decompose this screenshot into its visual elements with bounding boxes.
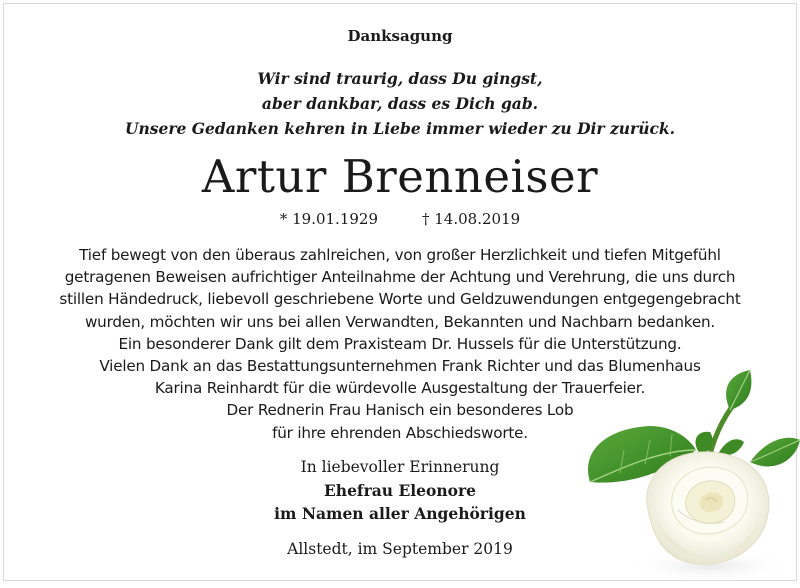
verse [0,66,800,141]
thanks-line: für ihre ehrenden Abschiedsworte. [272,423,528,442]
thanks-line: Karina Reinhardt für die würdevolle Ausgestaltung der Trauerfeier. [154,379,646,398]
closing-signature [200,456,600,525]
birth-date: * 19.01.1929 [279,210,378,228]
notice-heading: Danksagung [347,27,453,45]
death-date: † 14.08.2019 [422,210,521,228]
verse-line: aber dankbar, dass es Dich gab. [261,94,539,113]
thanks-line: stillen Händedruck, liebevoll geschriebene Worte und Geldzuwendungen entgegengebracht [59,290,741,309]
deceased-name: Artur Brenneiser [201,150,599,203]
verse-line: Unsere Gedanken kehren in Liebe immer wieder zu Dir zurück. [124,119,676,138]
thanks-line: getragenen Beweisen aufrichtiger Anteilnahme der Achtung und Verehrung, die uns durch [64,268,736,287]
place-date: Allstedt, im September 2019 [287,540,513,558]
thanks-line: Der Rednerin Frau Hanisch ein besonderes Lob [226,401,574,420]
closing-family: im Namen aller Angehörigen [274,504,526,523]
thanks-line: Ein besonderer Dank gilt dem Praxisteam Dr. Hussels für die Unterstützung. [118,334,682,353]
thanks-line: Vielen Dank an das Bestattungsunternehmen Frank Richter und das Blumenhaus [99,357,701,376]
thanks-line: Tief bewegt von den überaus zahlreichen, von großer Herzlichkeit und tiefen Mitgefühl [79,246,721,264]
closing-name: Ehefrau Eleonore [323,481,477,500]
verse-line: Wir sind traurig, dass Du gingst, [257,69,543,88]
life-dates [0,210,800,228]
closing-intro: In liebevoller Erinnerung [300,458,500,476]
thanks-line: wurden, möchten wir uns bei allen Verwandten, Bekannten und Nachbarn bedanken. [84,312,716,331]
white-rose-icon [560,370,800,584]
